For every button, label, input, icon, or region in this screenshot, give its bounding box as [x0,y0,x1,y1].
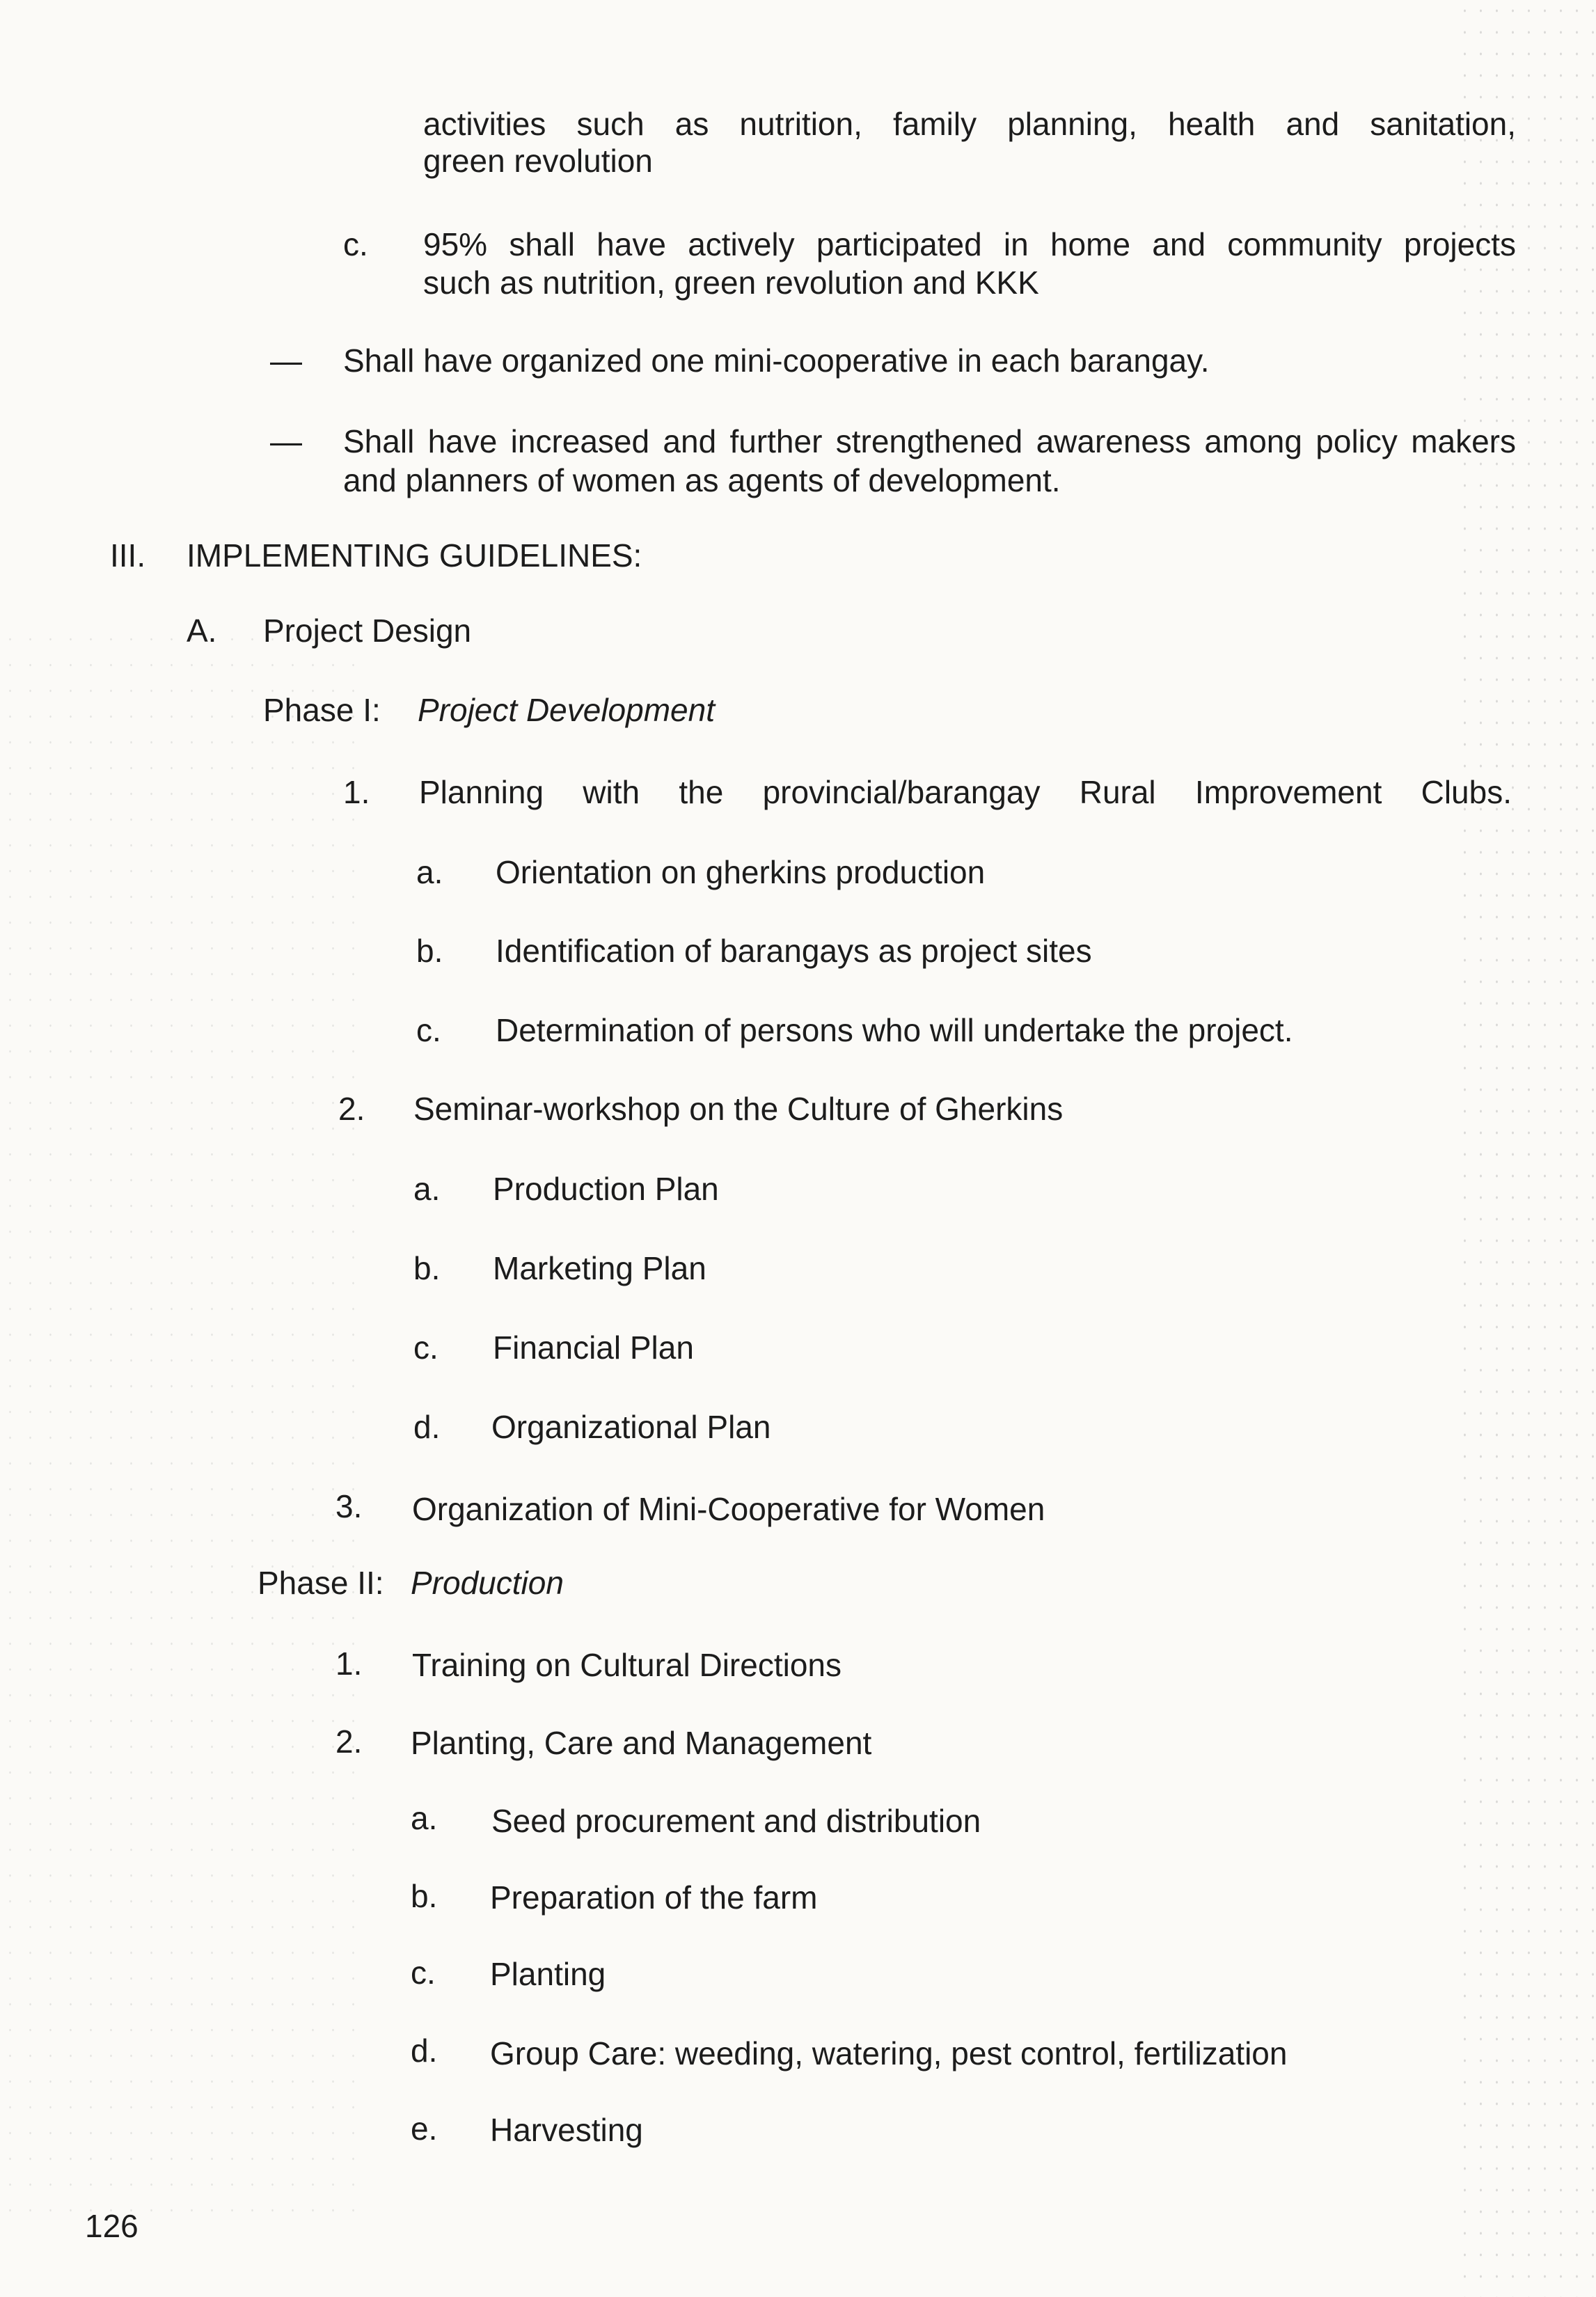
phase-1-item-2a-text: Production Plan [493,1171,719,1207]
dash-marker-2: — [270,423,302,459]
phase-1-item-1c-letter: c. [416,1012,441,1048]
phase-1-item-2d-text: Organizational Plan [491,1409,771,1445]
phase-1-item-2d-letter: d. [413,1409,441,1445]
phase-1-item-1b-letter: b. [416,933,443,969]
subsection-title: Project Design [263,613,472,649]
phase-2-title: Production [411,1565,564,1601]
phase-2-item-2c-letter: c. [411,1955,436,1991]
phase-1-label: Phase I: [263,692,381,728]
phase-2-item-2a-letter: a. [411,1800,438,1836]
continuation-line-1: activities such as nutrition, family planning, health and sanitation, [423,106,1516,142]
phase-1-item-3-text: Organization of Mini-Cooperative for Women [412,1491,1045,1527]
phase-2-item-2e-letter: e. [411,2110,438,2147]
phase-2-item-2-number: 2. [335,1723,363,1760]
page-number: 126 [85,2208,139,2244]
phase-1-item-2b-text: Marketing Plan [493,1250,706,1286]
phase-2-item-2b-letter: b. [411,1878,438,1914]
section-number: III. [110,537,146,574]
dash-marker-1: — [270,342,302,379]
dash-item-1: Shall have organized one mini-cooperative in each barangay. [343,342,1210,379]
phase-1-item-2a-letter: a. [413,1171,441,1207]
phase-2-item-2a-text: Seed procurement and distribution [491,1803,981,1839]
phase-2-label: Phase II: [258,1565,384,1601]
phase-1-item-3-number: 3. [335,1488,363,1524]
phase-2-item-1-number: 1. [335,1645,363,1682]
subsection-marker: A. [187,613,217,649]
phase-1-item-2b-letter: b. [413,1250,441,1286]
scan-noise-left [0,626,362,2227]
phase-1-item-2-number: 2. [338,1091,365,1127]
dash-item-2-line-1: Shall have increased and further strengthened awareness among policy makers [343,423,1516,459]
phase-1-item-2c-letter: c. [413,1329,438,1366]
phase-1-item-1-text: Planning with the provincial/barangay Rural Improvement Clubs. [419,774,1512,810]
phase-1-item-1a-text: Orientation on gherkins production [496,854,986,890]
phase-1-title: Project Development [418,692,715,728]
phase-1-item-1-number: 1. [343,774,370,810]
phase-2-item-2d-letter: d. [411,2032,438,2069]
phase-2-item-2-text: Planting, Care and Management [411,1725,872,1761]
phase-1-item-1b-text: Identification of barangays as project sites [496,933,1092,969]
phase-2-item-2b-text: Preparation of the farm [490,1879,818,1916]
scan-noise-right [1457,0,1596,2297]
phase-1-item-1a-letter: a. [416,854,443,890]
continuation-line-2: green revolution [423,143,653,179]
section-title: IMPLEMENTING GUIDELINES: [187,537,642,574]
phase-2-item-2d-text: Group Care: weeding, watering, pest control, fertilization [490,2035,1288,2071]
phase-2-item-1-text: Training on Cultural Directions [412,1647,842,1683]
phase-1-item-2-text: Seminar-workshop on the Culture of Gherkins [413,1091,1064,1127]
phase-2-item-2e-text: Harvesting [490,2112,643,2148]
dash-item-2-line-2: and planners of women as agents of development. [343,462,1061,498]
item-c-marker: c. [343,226,368,262]
item-c-line-2: such as nutrition, green revolution and KKK [423,265,1039,301]
phase-1-item-2c-text: Financial Plan [493,1329,694,1366]
phase-1-item-1c-text: Determination of persons who will undertake the project. [496,1012,1293,1048]
item-c-line-1: 95% shall have actively participated in home and community projects [423,226,1516,262]
phase-2-item-2c-text: Planting [490,1956,606,1992]
